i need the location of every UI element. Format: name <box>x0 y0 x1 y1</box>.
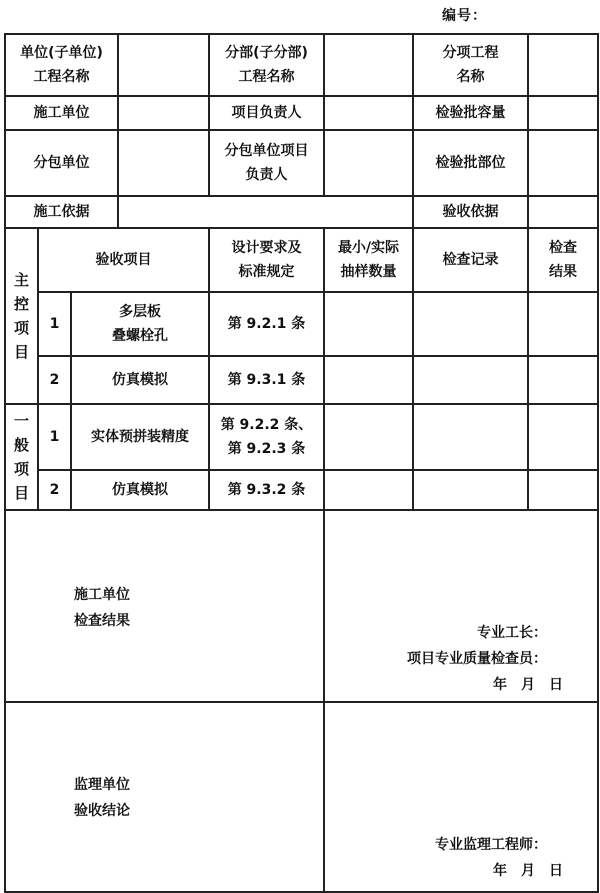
division-name-value[interactable] <box>324 34 413 96</box>
item-clause: 第 9.2.1 条 <box>209 292 324 356</box>
supervisor-date: 年 月 日 <box>493 863 563 879</box>
sub-manager-label: 分包单位项目 负责人 <box>209 130 324 196</box>
item-name: 多层板 叠螺栓孔 <box>71 292 209 356</box>
item-no: 2 <box>38 470 71 510</box>
item-no: 2 <box>38 356 71 404</box>
contractor-date: 年 月 日 <box>493 677 563 693</box>
item-clause: 第 9.3.1 条 <box>209 356 324 404</box>
supervisor-check-label: 监理单位 验收结论 <box>5 702 324 892</box>
row-subcontractor <box>5 130 598 196</box>
general-row-2 <box>5 470 598 510</box>
item-name: 实体预拼装精度 <box>71 404 209 470</box>
item-sample-value[interactable] <box>324 356 413 404</box>
supervisor-check-signature-area[interactable] <box>324 702 598 892</box>
unit-name-value[interactable] <box>118 34 209 96</box>
inspector-label: 项目专业质量检查员： <box>407 651 547 667</box>
contractor-check-row <box>5 510 598 702</box>
item-no: 1 <box>38 404 71 470</box>
contractor-check-signature-area[interactable] <box>324 510 598 702</box>
project-manager-label: 项目负责人 <box>209 96 324 130</box>
foreman-label: 专业工长： <box>477 625 547 641</box>
acceptance-basis-value[interactable] <box>528 196 598 228</box>
subitem-name-value[interactable] <box>528 34 598 96</box>
construction-basis-label: 施工依据 <box>5 196 118 228</box>
general-group: 一 般 项 目 <box>5 404 38 510</box>
item-no: 1 <box>38 292 71 356</box>
row-contractor <box>5 96 598 130</box>
row-names <box>5 34 598 96</box>
contractor-label: 施工单位 <box>5 96 118 130</box>
header-sample: 最小/实际 抽样数量 <box>324 228 413 292</box>
construction-basis-value[interactable] <box>118 196 413 228</box>
subitem-name-label: 分项工程 名称 <box>413 34 528 96</box>
main-control-group: 主 控 项 目 <box>5 228 38 404</box>
item-clause: 第 9.3.2 条 <box>209 470 324 510</box>
item-result-value[interactable] <box>528 356 598 404</box>
unit-name-label: 单位(子单位) 工程名称 <box>5 34 118 96</box>
supervisor-check-row <box>5 702 598 892</box>
batch-location-label: 检验批部位 <box>413 130 528 196</box>
header-result: 检查 结果 <box>528 228 598 292</box>
header-record: 检查记录 <box>413 228 528 292</box>
item-name: 仿真模拟 <box>71 470 209 510</box>
subcontractor-value[interactable] <box>118 130 209 196</box>
supervisor-engineer-label: 专业监理工程师： <box>435 837 547 853</box>
item-record-value[interactable] <box>413 470 528 510</box>
item-result-value[interactable] <box>528 292 598 356</box>
item-result-value[interactable] <box>528 470 598 510</box>
contractor-check-label: 施工单位 检查结果 <box>5 510 324 702</box>
item-record-value[interactable] <box>413 404 528 470</box>
batch-capacity-value[interactable] <box>528 96 598 130</box>
batch-capacity-label: 检验批容量 <box>413 96 528 130</box>
main-control-row-1 <box>5 292 598 356</box>
general-row-1 <box>5 404 598 470</box>
header-design: 设计要求及 标准规定 <box>209 228 324 292</box>
division-name-label: 分部(子分部) 工程名称 <box>209 34 324 96</box>
item-record-value[interactable] <box>413 292 528 356</box>
header-item: 验收项目 <box>38 228 209 292</box>
acceptance-basis-label: 验收依据 <box>413 196 528 228</box>
doc-number-label: 编号： <box>442 8 487 24</box>
batch-location-value[interactable] <box>528 130 598 196</box>
row-headers <box>5 228 598 292</box>
main-control-row-2 <box>5 356 598 404</box>
project-manager-value[interactable] <box>324 96 413 130</box>
item-sample-value[interactable] <box>324 404 413 470</box>
row-basis <box>5 196 598 228</box>
item-record-value[interactable] <box>413 356 528 404</box>
sub-manager-value[interactable] <box>324 130 413 196</box>
item-name: 仿真模拟 <box>71 356 209 404</box>
subcontractor-label: 分包单位 <box>5 130 118 196</box>
item-result-value[interactable] <box>528 404 598 470</box>
item-clause: 第 9.2.2 条、 第 9.2.3 条 <box>209 404 324 470</box>
inspection-batch-form <box>4 33 599 893</box>
contractor-value[interactable] <box>118 96 209 130</box>
item-sample-value[interactable] <box>324 292 413 356</box>
item-sample-value[interactable] <box>324 470 413 510</box>
